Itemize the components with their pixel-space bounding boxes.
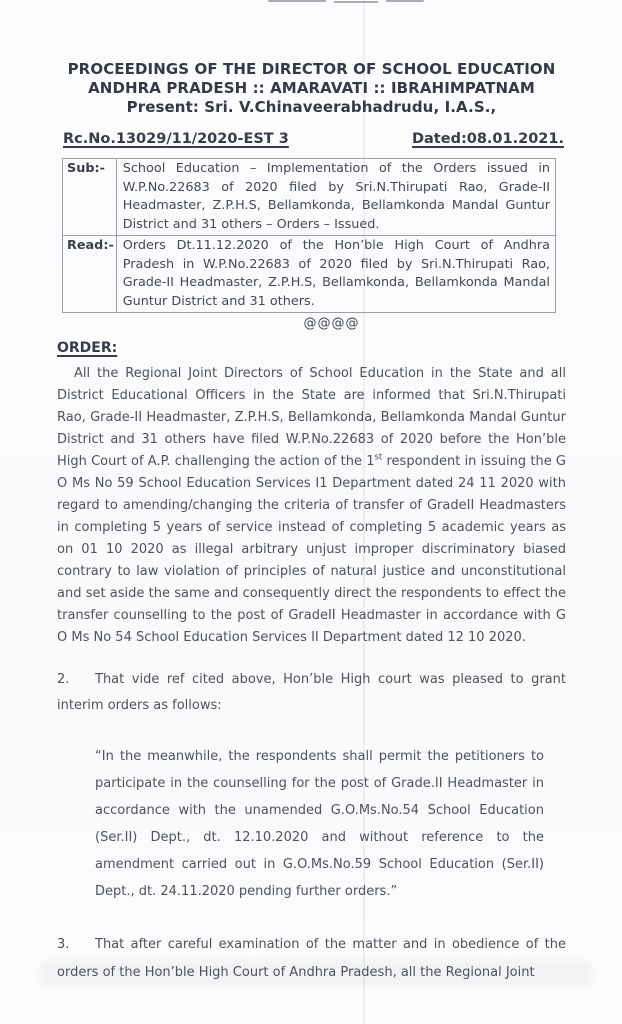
subject-label: Sub:- — [63, 159, 117, 236]
document-content — [57, 60, 566, 986]
interim-order-quote: “In the meanwhile, the respondents shall permit the petitioners to participate in the counselling for the post of Grade.II Headmaster in accordance with the unamended G.O.Ms.No.54 School Education (Ser.II) Dept., dt. 12.10.2020 and without reference to the amendment carried out in G.O.Ms.No.59 School Education (Ser.II) Dept., dt. 24.11.2020 pending further orders.” — [95, 749, 544, 899]
rc-number: Rc.No.13029/11/2020-EST 3 — [63, 131, 289, 147]
order-paragraph-1 — [57, 363, 566, 649]
subject-table — [62, 158, 556, 313]
header-line-present: Present: Sri. V.Chinaveerabhadrudu, I.A.S., — [126, 98, 497, 116]
header-line-state: ANDHRA PRADESH :: AMARAVATI :: IBRAHIMPATNAM — [88, 79, 535, 97]
header-line-proceedings: PROCEEDINGS OF THE DIRECTOR OF SCHOOL EDUCATION — [67, 60, 556, 78]
read-label: Read:- — [63, 236, 117, 313]
paragraph-2-number: 2. — [57, 672, 70, 687]
order-heading: ORDER: — [57, 340, 118, 356]
scan-edge-artifact — [268, 0, 438, 3]
at-separator: @@@@ — [303, 316, 360, 331]
paragraph-3-number: 3. — [57, 937, 70, 952]
paragraph-1-text-end: respondent in issuing the G O Ms No 59 School Education Services I1 Department dated 24 11 2020 with regard to amending/changing the criteria of transfer of GradeII Headmasters in completing 5 years of service instead of completing 5 academic years as on 01 10 2020 as illegal arbitrary unjust improper discriminatory biased contrary to law violation of principles of natural justice and unconstitutional and set aside the same and consequently direct the respondents to effect the transfer counselling to the post of GradeII Headmaster in accordance with G O Ms No 54 School Education Services II Department dated 12 10 2020. — [57, 454, 566, 645]
document-header — [57, 60, 566, 117]
reference-row — [57, 131, 566, 147]
dated-label: Dated:08.01.2021. — [411, 131, 564, 147]
paragraph-1-text-start: All the Regional Joint Directors of School Education in the State and all District Educational Officers in the State are informed that Sri.N.Thirupati Rao, Grade-II Headmaster, Z.P.H.S, Bellamkonda, Bellamkonda Mandal Guntur District and 31 others have filed W.P.No.22683 of 2020 before the Hon’ble High Court of A.P. challenging the action of the 1 — [57, 366, 566, 469]
subject-row — [63, 159, 556, 236]
subject-text: School Education – Implementation of the Orders issued in W.P.No.22683 of 2020 filed by Sri.N.Thirupati Rao, Grade-II Headmaster, Z.P.H.S, Bellamkonda, Bellamkonda Mandal Guntur District and 31 others – Orders – Issued. — [116, 159, 555, 236]
paragraph-3-text: That after careful examination of the matter and in obedience of the orders of the Hon’ble High Court of Andhra Pradesh, all the Regional Joint — [57, 937, 566, 980]
paragraph-2-text: That vide ref cited above, Hon’ble High court was pleased to grant interim orders as follows: — [57, 672, 566, 713]
order-paragraph-3 — [57, 931, 566, 986]
read-row — [63, 236, 556, 313]
ordinal-superscript: st — [374, 452, 383, 463]
read-text: Orders Dt.11.12.2020 of the Hon’ble High Court of Andhra Pradesh in W.P.No.22683 of 2020 filed by Sri.N.Thirupati Rao, Grade-II Headmaster, Z.P.H.S, Bellamkonda, Bellamkonda Mandal Guntur District and 31 others. — [116, 236, 555, 313]
order-paragraph-2 — [57, 667, 566, 719]
